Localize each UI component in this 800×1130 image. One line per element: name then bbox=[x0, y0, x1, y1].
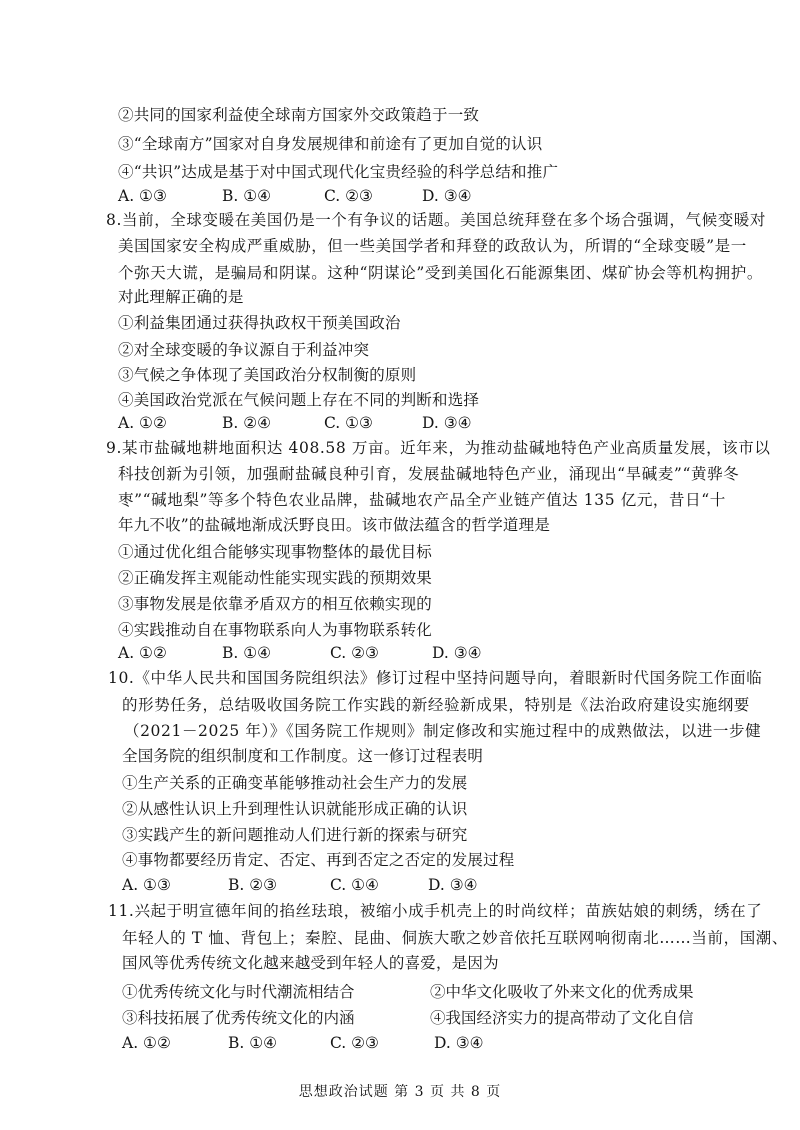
q9-option-a: A. ①② bbox=[118, 644, 167, 662]
q11-option-b: B. ①④ bbox=[228, 1034, 278, 1052]
q8-statement-4: ④美国政治党派在气候问题上存在不同的判断和选择 bbox=[118, 391, 480, 409]
q9-option-b: B. ①④ bbox=[222, 644, 272, 662]
q8-option-a: A. ①② bbox=[118, 414, 167, 432]
q9-statement-3: ③事物发展是依靠矛盾双方的相互依赖实现的 bbox=[118, 595, 433, 613]
q10-option-b: B. ②③ bbox=[228, 876, 278, 894]
q10-statement-1: ①生产关系的正确变革能够推动社会生产力的发展 bbox=[122, 774, 468, 792]
q7-statement-3: ③“全球南方”国家对自身发展规律和前途有了更加自觉的认识 bbox=[118, 135, 543, 153]
q7-option-c: C. ②③ bbox=[324, 187, 373, 205]
q10-statement-3: ③实践产生的新问题推动人们进行新的探索与研究 bbox=[122, 826, 468, 844]
q9-option-c: C. ②③ bbox=[330, 644, 379, 662]
q10-statement-4: ④事物都要经历肯定、否定、再到否定之否定的发展过程 bbox=[122, 851, 515, 869]
q7-option-a: A. ①③ bbox=[118, 187, 167, 205]
q8-statement-1: ①利益集团通过获得执政权干预美国政治 bbox=[118, 314, 401, 332]
q9-option-d: D. ③④ bbox=[432, 644, 482, 662]
q11-stem-line-2: 年轻人的 T 恤、背包上；秦腔、昆曲、侗族大歌之妙音依托互联网响彻南北……当前，国潮、 bbox=[122, 929, 788, 947]
q11-option-a: A. ①② bbox=[122, 1034, 171, 1052]
q11-statement-3: ③科技拓展了优秀传统文化的内涵 bbox=[122, 1009, 355, 1027]
q9-stem-line-1: 9.某市盐碱地耕地面积达 408.58 万亩。近年来，为推动盐碱地特色产业高质量发展，该市以 bbox=[106, 439, 771, 457]
q8-stem-line-3: 个弥天大谎，是骗局和阴谋。这种“阴谋论”受到美国化石能源集团、煤矿协会等机构拥护。 bbox=[118, 264, 763, 282]
q8-stem-line-2: 美国国家安全构成严重威胁，但一些美国学者和拜登的政敌认为，所谓的“全球变暖”是一 bbox=[118, 237, 747, 255]
q10-option-c: C. ①④ bbox=[330, 876, 379, 894]
q10-stem-line-2: 的形势任务，总结吸收国务院工作实践的新经验新成果，特别是《法治政府建设实施纲要 bbox=[122, 696, 750, 714]
q10-statement-2: ②从感性认识上升到理性认识就能形成正确的认识 bbox=[122, 800, 468, 818]
q9-statement-2: ②正确发挥主观能动性能实现实践的预期效果 bbox=[118, 569, 433, 587]
q8-option-d: D. ③④ bbox=[422, 414, 472, 432]
q11-stem-line-1: 11.兴起于明宣德年间的掐丝珐琅，被缩小成手机壳上的时尚纹样；苗族姑娘的刺绣，绣在了 bbox=[108, 902, 763, 920]
q11-option-d: D. ③④ bbox=[434, 1034, 484, 1052]
q8-statement-3: ③气候之争体现了美国政治分权制衡的原则 bbox=[118, 366, 417, 384]
q11-stem-line-3: 国风等优秀传统文化越来越受到年轻人的喜爱，是因为 bbox=[122, 954, 499, 972]
q11-option-c: C. ②③ bbox=[330, 1034, 379, 1052]
q10-stem-line-3: （2021－2025 年）》《国务院工作规则》制定修改和实施过程中的成熟做法，以进一步健 bbox=[124, 722, 762, 740]
q7-option-d: D. ③④ bbox=[422, 187, 472, 205]
q8-option-b: B. ②④ bbox=[222, 414, 272, 432]
q11-statement-2: ②中华文化吸收了外来文化的优秀成果 bbox=[430, 983, 694, 1001]
q11-statement-1: ①优秀传统文化与时代潮流相结合 bbox=[122, 983, 355, 1001]
q10-option-d: D. ③④ bbox=[428, 876, 478, 894]
q9-stem-line-2: 科技创新为引领，加强耐盐碱良种引育，发展盐碱地特色产业，涌现出“旱碱麦”“黄骅冬 bbox=[118, 465, 740, 483]
q8-statement-2: ②对全球变暖的争议源自于利益冲突 bbox=[118, 341, 370, 359]
q8-stem-line-1: 8.当前，全球变暖在美国仍是一个有争议的话题。美国总统拜登在多个场合强调，气候变暖对 bbox=[106, 211, 766, 229]
q9-statement-1: ①通过优化组合能够实现事物整体的最优目标 bbox=[118, 543, 433, 561]
q7-statement-2: ②共同的国家利益使全球南方国家外交政策趋于一致 bbox=[118, 106, 480, 124]
q8-stem-line-4: 对此理解正确的是 bbox=[118, 288, 244, 306]
q10-stem-line-4: 全国务院的组织制度和工作制度。这一修订过程表明 bbox=[122, 747, 484, 765]
q11-statement-4: ④我国经济实力的提高带动了文化自信 bbox=[430, 1009, 694, 1027]
q7-option-b: B. ①④ bbox=[222, 187, 272, 205]
q10-stem-line-1: 10.《中华人民共和国国务院组织法》修订过程中坚持问题导向，着眼新时代国务院工作面临 bbox=[108, 669, 763, 687]
q9-stem-line-4: 年九不收”的盐碱地渐成沃野良田。该市做法蕴含的哲学道理是 bbox=[118, 516, 551, 534]
q7-statement-4: ④“共识”达成是基于对中国式现代化宝贵经验的科学总结和推广 bbox=[118, 163, 559, 181]
q9-stem-line-3: 枣”“碱地梨”等多个特色农业品牌，盐碱地农产品全产业链产值达 135 亿元，昔日“十 bbox=[118, 491, 726, 509]
q10-option-a: A. ①③ bbox=[122, 876, 171, 894]
page-footer: 思想政治试题 第 3 页 共 8 页 bbox=[298, 1084, 502, 1100]
q9-statement-4: ④实践推动自在事物联系向人为事物联系转化 bbox=[118, 621, 433, 639]
q8-option-c: C. ①③ bbox=[324, 414, 373, 432]
